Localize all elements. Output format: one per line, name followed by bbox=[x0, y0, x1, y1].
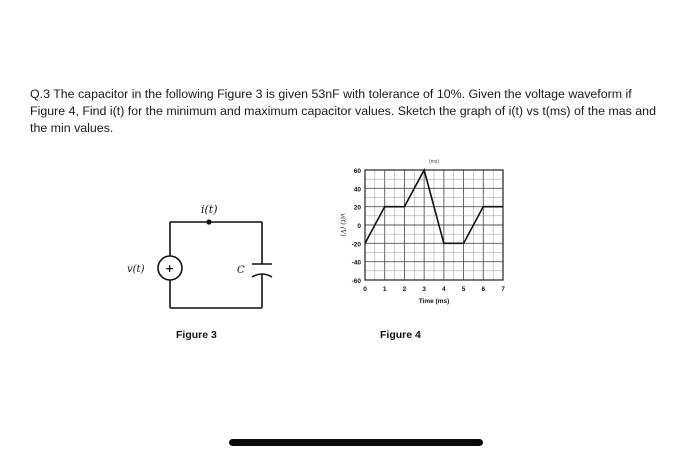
y-tick-label: 40 bbox=[353, 186, 361, 194]
question-text: Q.3 The capacitor in the following Figure 3 is given 53nF with tolerance of 10%. Given the voltage waveform if Figure 4, Find i(t) for the minimum and maximum capacitor values. Sketch the graph of i(t) vs t(ms) of the mas and the min values. bbox=[30, 87, 656, 135]
figure-4-chart bbox=[312, 150, 532, 320]
x-tick-label: 1 bbox=[382, 286, 387, 293]
source-label: v(t) bbox=[127, 264, 145, 275]
x-axis-label: Time (ms) bbox=[418, 298, 450, 305]
y-tick-label: 60 bbox=[353, 168, 361, 175]
x-tick-label: 0 bbox=[363, 286, 367, 293]
x-tick-label: 5 bbox=[461, 286, 466, 293]
figure-4-caption: Figure 4 bbox=[380, 329, 421, 341]
x-tick-label: 2 bbox=[402, 286, 407, 293]
y-tick-label: 0 bbox=[357, 223, 361, 230]
x-tick-label: 4 bbox=[442, 286, 446, 293]
capacitor-label: C bbox=[237, 265, 245, 276]
y-tick-label: 20 bbox=[353, 204, 361, 212]
current-label: i(t) bbox=[201, 203, 218, 216]
home-indicator-bar bbox=[229, 439, 483, 446]
y-axis-label: v(t) (V) bbox=[339, 213, 347, 237]
y-tick-label: -40 bbox=[351, 259, 361, 267]
source-plus-sign: + bbox=[165, 262, 175, 275]
current-node-dot bbox=[206, 219, 211, 224]
y-tick-label: -20 bbox=[351, 241, 361, 249]
figure-3-caption: Figure 3 bbox=[176, 329, 217, 341]
x-tick-label: 7 bbox=[501, 286, 505, 293]
y-tick-label: -60 bbox=[351, 278, 361, 285]
x-tick-label: 6 bbox=[481, 286, 486, 293]
top-mark-label: (ms) bbox=[429, 159, 439, 165]
x-tick-label: 3 bbox=[422, 286, 426, 293]
figure-3-circuit bbox=[125, 190, 285, 330]
